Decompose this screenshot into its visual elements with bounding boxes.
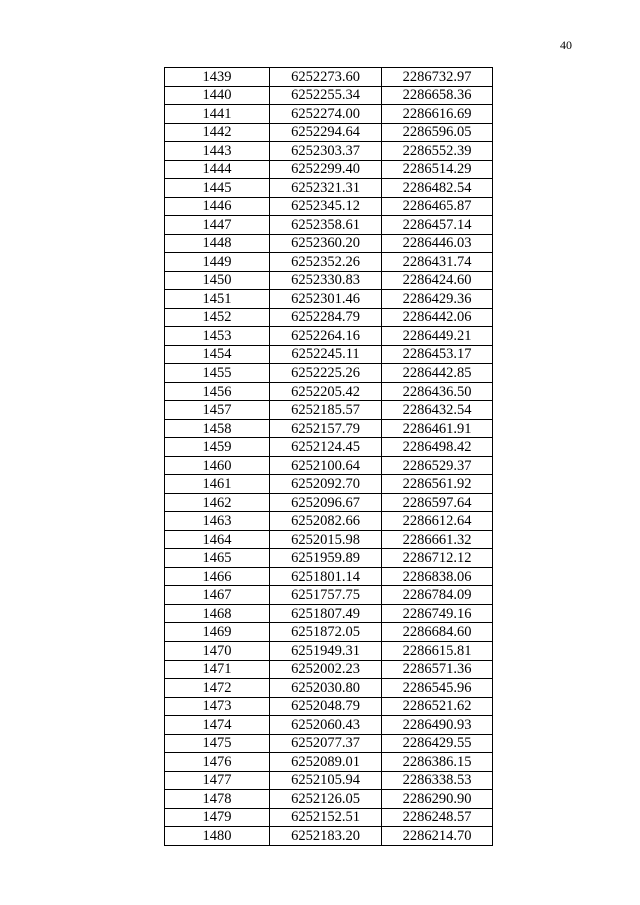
x-coordinate-cell: 6252100.64 — [270, 456, 382, 475]
table-row — [165, 290, 493, 309]
point-number-cell: 1471 — [165, 660, 270, 679]
y-coordinate-cell: 2286429.36 — [382, 290, 493, 309]
y-coordinate-cell: 2286436.50 — [382, 382, 493, 401]
y-coordinate-cell: 2286424.60 — [382, 271, 493, 290]
y-coordinate-cell: 2286561.92 — [382, 475, 493, 494]
table-row — [165, 623, 493, 642]
table-row — [165, 345, 493, 364]
x-coordinate-cell: 6251807.49 — [270, 604, 382, 623]
x-coordinate-cell: 6252002.23 — [270, 660, 382, 679]
point-number-cell: 1470 — [165, 641, 270, 660]
y-coordinate-cell: 2286571.36 — [382, 660, 493, 679]
table-row — [165, 86, 493, 105]
x-coordinate-cell: 6252264.16 — [270, 327, 382, 346]
point-number-cell: 1449 — [165, 253, 270, 272]
x-coordinate-cell: 6252183.20 — [270, 827, 382, 846]
point-number-cell: 1450 — [165, 271, 270, 290]
table-row — [165, 660, 493, 679]
y-coordinate-cell: 2286338.53 — [382, 771, 493, 790]
y-coordinate-cell: 2286596.05 — [382, 123, 493, 142]
point-number-cell: 1447 — [165, 216, 270, 235]
y-coordinate-cell: 2286552.39 — [382, 142, 493, 161]
y-coordinate-cell: 2286490.93 — [382, 716, 493, 735]
point-number-cell: 1454 — [165, 345, 270, 364]
point-number-cell: 1472 — [165, 679, 270, 698]
coordinates-table — [164, 67, 493, 846]
point-number-cell: 1448 — [165, 234, 270, 253]
table-row — [165, 549, 493, 568]
y-coordinate-cell: 2286482.54 — [382, 179, 493, 198]
y-coordinate-cell: 2286529.37 — [382, 456, 493, 475]
y-coordinate-cell: 2286248.57 — [382, 808, 493, 827]
x-coordinate-cell: 6252358.61 — [270, 216, 382, 235]
x-coordinate-cell: 6252060.43 — [270, 716, 382, 735]
x-coordinate-cell: 6252096.67 — [270, 493, 382, 512]
table-row — [165, 493, 493, 512]
table-row — [165, 68, 493, 87]
point-number-cell: 1465 — [165, 549, 270, 568]
y-coordinate-cell: 2286712.12 — [382, 549, 493, 568]
table-row — [165, 419, 493, 438]
point-number-cell: 1446 — [165, 197, 270, 216]
table-row — [165, 179, 493, 198]
point-number-cell: 1466 — [165, 567, 270, 586]
y-coordinate-cell: 2286615.81 — [382, 641, 493, 660]
point-number-cell: 1480 — [165, 827, 270, 846]
y-coordinate-cell: 2286432.54 — [382, 401, 493, 420]
y-coordinate-cell: 2286684.60 — [382, 623, 493, 642]
x-coordinate-cell: 6252303.37 — [270, 142, 382, 161]
point-number-cell: 1457 — [165, 401, 270, 420]
x-coordinate-cell: 6252185.57 — [270, 401, 382, 420]
point-number-cell: 1479 — [165, 808, 270, 827]
y-coordinate-cell: 2286658.36 — [382, 86, 493, 105]
y-coordinate-cell: 2286661.32 — [382, 530, 493, 549]
table-row — [165, 271, 493, 290]
x-coordinate-cell: 6252205.42 — [270, 382, 382, 401]
table-row — [165, 438, 493, 457]
table-row — [165, 234, 493, 253]
point-number-cell: 1476 — [165, 753, 270, 772]
x-coordinate-cell: 6252048.79 — [270, 697, 382, 716]
x-coordinate-cell: 6252082.66 — [270, 512, 382, 531]
table-row — [165, 105, 493, 124]
x-coordinate-cell: 6252105.94 — [270, 771, 382, 790]
point-number-cell: 1453 — [165, 327, 270, 346]
y-coordinate-cell: 2286545.96 — [382, 679, 493, 698]
table-row — [165, 734, 493, 753]
x-coordinate-cell: 6252360.20 — [270, 234, 382, 253]
x-coordinate-cell: 6252225.26 — [270, 364, 382, 383]
page-number: 40 — [560, 38, 572, 52]
y-coordinate-cell: 2286514.29 — [382, 160, 493, 179]
table-row — [165, 586, 493, 605]
point-number-cell: 1451 — [165, 290, 270, 309]
x-coordinate-cell: 6252345.12 — [270, 197, 382, 216]
x-coordinate-cell: 6251757.75 — [270, 586, 382, 605]
x-coordinate-cell: 6252126.05 — [270, 790, 382, 809]
table-row — [165, 253, 493, 272]
point-number-cell: 1467 — [165, 586, 270, 605]
y-coordinate-cell: 2286457.14 — [382, 216, 493, 235]
y-coordinate-cell: 2286386.15 — [382, 753, 493, 772]
x-coordinate-cell: 6252245.11 — [270, 345, 382, 364]
table-row — [165, 679, 493, 698]
y-coordinate-cell: 2286442.06 — [382, 308, 493, 327]
point-number-cell: 1452 — [165, 308, 270, 327]
point-number-cell: 1460 — [165, 456, 270, 475]
x-coordinate-cell: 6252089.01 — [270, 753, 382, 772]
x-coordinate-cell: 6251801.14 — [270, 567, 382, 586]
x-coordinate-cell: 6252294.64 — [270, 123, 382, 142]
y-coordinate-cell: 2286431.74 — [382, 253, 493, 272]
point-number-cell: 1441 — [165, 105, 270, 124]
point-number-cell: 1461 — [165, 475, 270, 494]
point-number-cell: 1445 — [165, 179, 270, 198]
point-number-cell: 1444 — [165, 160, 270, 179]
x-coordinate-cell: 6252321.31 — [270, 179, 382, 198]
table-row — [165, 512, 493, 531]
y-coordinate-cell: 2286290.90 — [382, 790, 493, 809]
table-row — [165, 160, 493, 179]
x-coordinate-cell: 6252299.40 — [270, 160, 382, 179]
point-number-cell: 1455 — [165, 364, 270, 383]
point-number-cell: 1477 — [165, 771, 270, 790]
table-row — [165, 753, 493, 772]
x-coordinate-cell: 6251872.05 — [270, 623, 382, 642]
x-coordinate-cell: 6252030.80 — [270, 679, 382, 698]
coordinates-table-body — [165, 68, 493, 846]
x-coordinate-cell: 6252330.83 — [270, 271, 382, 290]
y-coordinate-cell: 2286838.06 — [382, 567, 493, 586]
y-coordinate-cell: 2286784.09 — [382, 586, 493, 605]
y-coordinate-cell: 2286446.03 — [382, 234, 493, 253]
point-number-cell: 1456 — [165, 382, 270, 401]
y-coordinate-cell: 2286732.97 — [382, 68, 493, 87]
y-coordinate-cell: 2286453.17 — [382, 345, 493, 364]
y-coordinate-cell: 2286442.85 — [382, 364, 493, 383]
point-number-cell: 1443 — [165, 142, 270, 161]
y-coordinate-cell: 2286616.69 — [382, 105, 493, 124]
table-row — [165, 604, 493, 623]
table-row — [165, 364, 493, 383]
y-coordinate-cell: 2286612.64 — [382, 512, 493, 531]
table-row — [165, 327, 493, 346]
x-coordinate-cell: 6252284.79 — [270, 308, 382, 327]
point-number-cell: 1463 — [165, 512, 270, 531]
x-coordinate-cell: 6252092.70 — [270, 475, 382, 494]
x-coordinate-cell: 6251949.31 — [270, 641, 382, 660]
y-coordinate-cell: 2286498.42 — [382, 438, 493, 457]
point-number-cell: 1464 — [165, 530, 270, 549]
table-row — [165, 308, 493, 327]
table-row — [165, 197, 493, 216]
table-row — [165, 216, 493, 235]
point-number-cell: 1469 — [165, 623, 270, 642]
table-row — [165, 771, 493, 790]
x-coordinate-cell: 6252274.00 — [270, 105, 382, 124]
y-coordinate-cell: 2286429.55 — [382, 734, 493, 753]
y-coordinate-cell: 2286449.21 — [382, 327, 493, 346]
x-coordinate-cell: 6252077.37 — [270, 734, 382, 753]
table-row — [165, 382, 493, 401]
x-coordinate-cell: 6252255.34 — [270, 86, 382, 105]
y-coordinate-cell: 2286214.70 — [382, 827, 493, 846]
point-number-cell: 1458 — [165, 419, 270, 438]
y-coordinate-cell: 2286521.62 — [382, 697, 493, 716]
table-row — [165, 567, 493, 586]
x-coordinate-cell: 6252352.26 — [270, 253, 382, 272]
point-number-cell: 1462 — [165, 493, 270, 512]
point-number-cell: 1442 — [165, 123, 270, 142]
point-number-cell: 1475 — [165, 734, 270, 753]
y-coordinate-cell: 2286597.64 — [382, 493, 493, 512]
point-number-cell: 1459 — [165, 438, 270, 457]
table-row — [165, 827, 493, 846]
y-coordinate-cell: 2286749.16 — [382, 604, 493, 623]
table-row — [165, 142, 493, 161]
x-coordinate-cell: 6252273.60 — [270, 68, 382, 87]
table-row — [165, 475, 493, 494]
x-coordinate-cell: 6252015.98 — [270, 530, 382, 549]
x-coordinate-cell: 6251959.89 — [270, 549, 382, 568]
point-number-cell: 1439 — [165, 68, 270, 87]
x-coordinate-cell: 6252124.45 — [270, 438, 382, 457]
table-row — [165, 456, 493, 475]
x-coordinate-cell: 6252301.46 — [270, 290, 382, 309]
table-row — [165, 123, 493, 142]
table-row — [165, 716, 493, 735]
table-row — [165, 808, 493, 827]
x-coordinate-cell: 6252152.51 — [270, 808, 382, 827]
point-number-cell: 1440 — [165, 86, 270, 105]
table-row — [165, 401, 493, 420]
table-row — [165, 697, 493, 716]
y-coordinate-cell: 2286465.87 — [382, 197, 493, 216]
point-number-cell: 1468 — [165, 604, 270, 623]
point-number-cell: 1473 — [165, 697, 270, 716]
point-number-cell: 1478 — [165, 790, 270, 809]
table-row — [165, 530, 493, 549]
y-coordinate-cell: 2286461.91 — [382, 419, 493, 438]
table-row — [165, 790, 493, 809]
x-coordinate-cell: 6252157.79 — [270, 419, 382, 438]
table-row — [165, 641, 493, 660]
point-number-cell: 1474 — [165, 716, 270, 735]
